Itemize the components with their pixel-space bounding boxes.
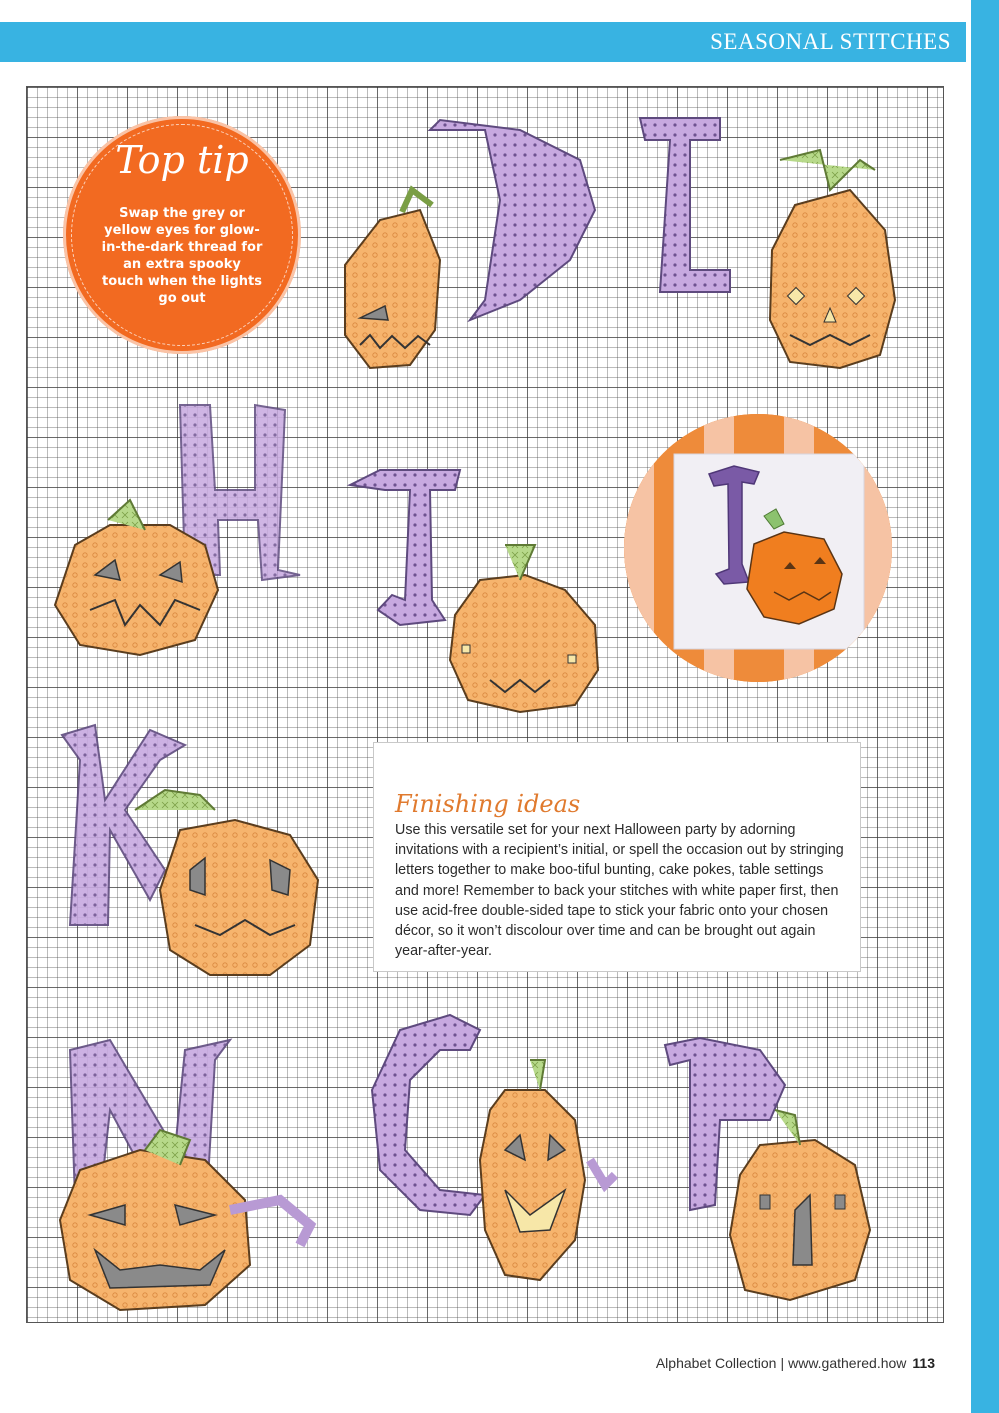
page-number: 113: [912, 1355, 935, 1371]
top-tip-badge: [63, 116, 301, 354]
section-title: SEASONAL STITCHES: [710, 29, 951, 54]
letter-o-motif: [372, 1015, 615, 1280]
photo-letter: J: [702, 509, 703, 510]
finishing-ideas-box: [373, 742, 861, 972]
finishing-title: Finishing ideas: [395, 790, 581, 818]
letter-k-motif: [62, 725, 318, 975]
footer-website: www.gathered.how: [788, 1355, 907, 1371]
photo-illustration: [624, 414, 892, 682]
finished-stitch-photo: [624, 414, 892, 682]
tip-body: Swap the grey or yellow eyes for glow-in-the-dark thread for an extra spooky touch when the lights go out: [101, 206, 263, 306]
finishing-body: Use this versatile set for your next Halloween party by adorning invitations with a recipient’s initial, or spell the occasion out by stringing letters together to make boo-tiful bunting, cake pokes, table settings and more! Remember to back your stitches with white paper first, then use acid-free double-sided tape to stick your fabric onto your chosen décor, so it won’t discolour over time and can be brought out again year-after-year.: [395, 822, 844, 960]
letter-d-motif: [345, 120, 595, 368]
letter-i-motif: [350, 470, 598, 712]
letter-h-motif: [55, 405, 300, 655]
footer-publication: Alphabet Collection: [655, 1355, 777, 1371]
letter-p-motif: [665, 1038, 870, 1300]
footer-separator: |: [780, 1355, 785, 1371]
page-footer: [656, 1355, 935, 1371]
letter-n-motif: [60, 1040, 310, 1310]
letter-e-motif: [640, 118, 895, 368]
tip-title: Top tip: [115, 138, 249, 182]
